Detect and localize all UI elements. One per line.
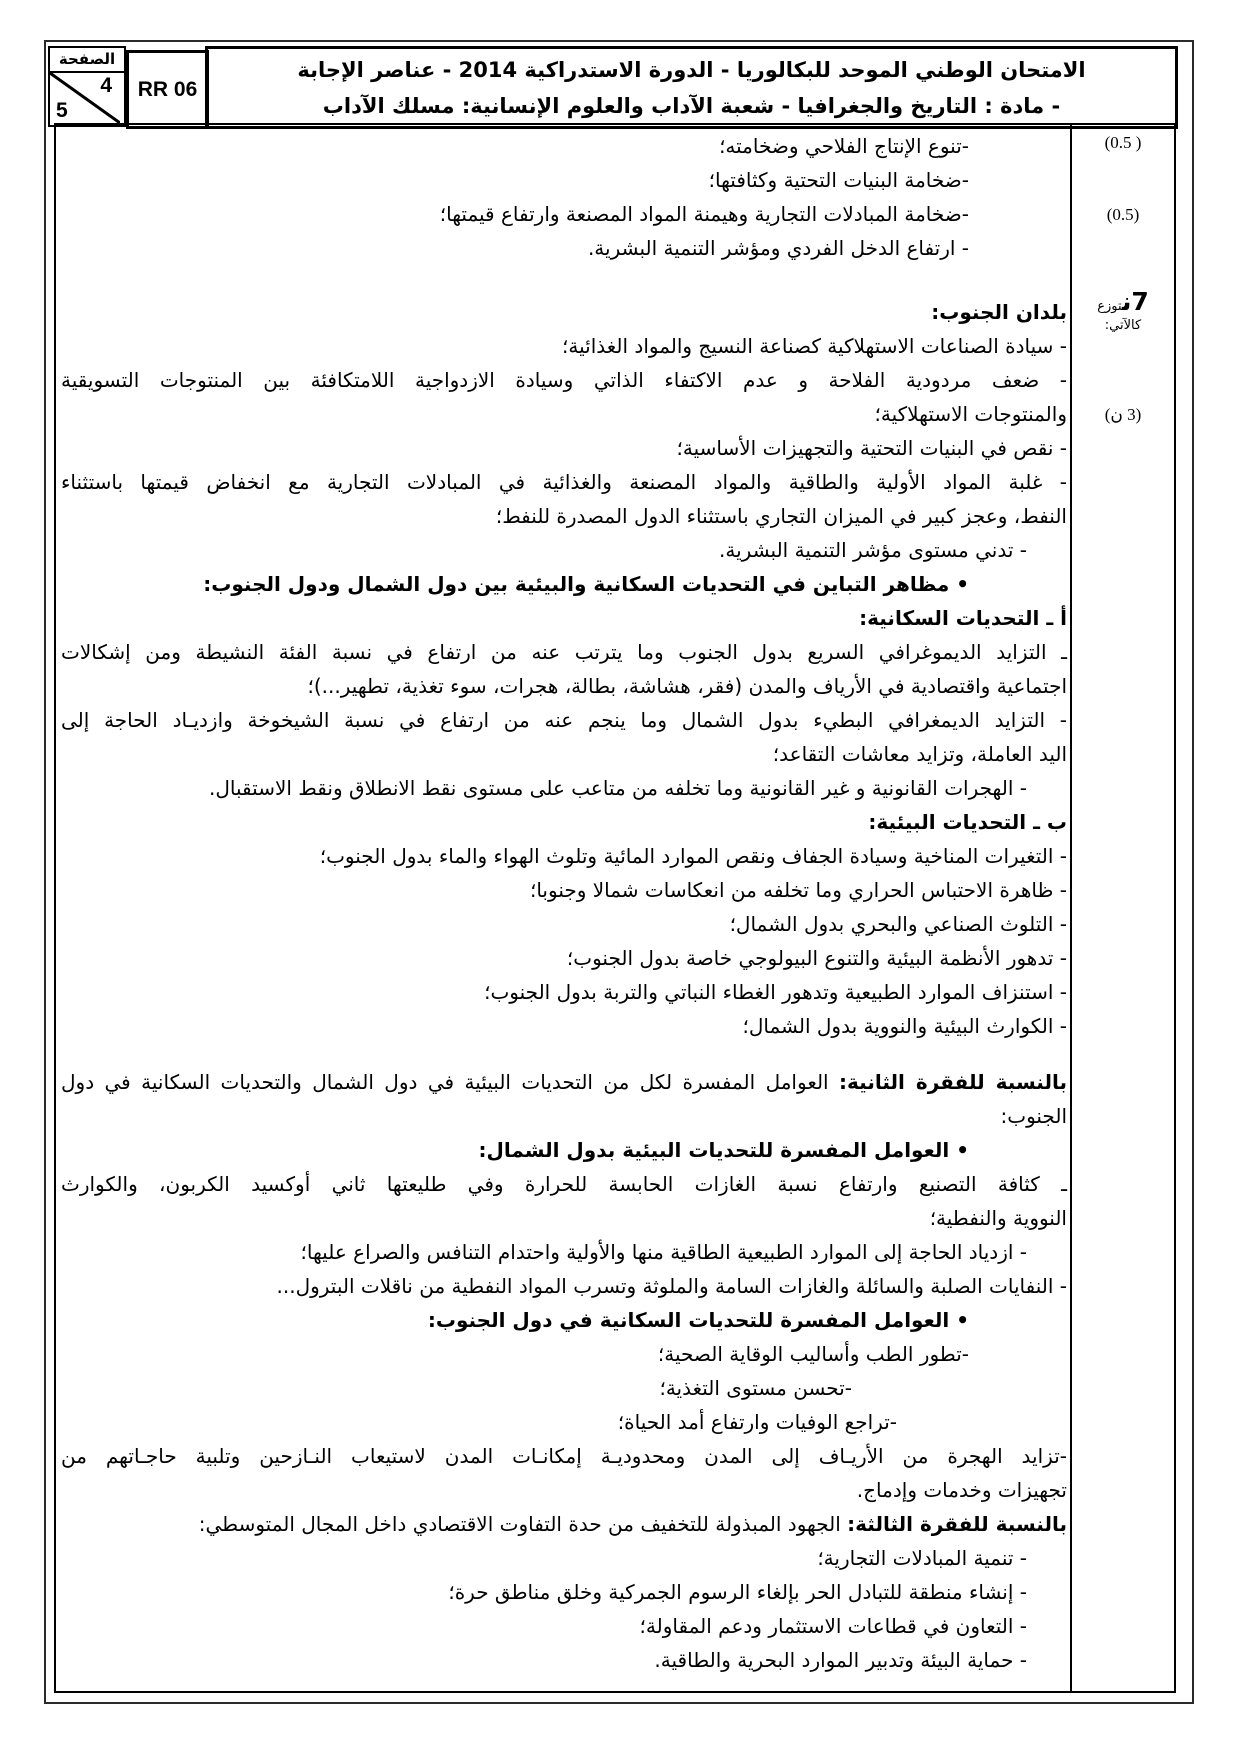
total-pages-number: 5 <box>56 99 68 122</box>
text-line: - التلوث الصناعي والبحري بدول الشمال؛ <box>729 912 1067 936</box>
exam-title-box <box>205 46 1178 129</box>
exam-title-line2: - مادة : التاريخ والجغرافيا - شعبة الآداب والعلوم الإنسانية: مسلك الآداب <box>322 93 1061 118</box>
text-line: - تدني مستوى مؤشر التنمية البشرية. <box>719 538 1027 562</box>
text-line: -تحسن مستوى التغذية؛ <box>659 1376 852 1400</box>
exam-code-box: RR 06 <box>126 50 209 129</box>
text-line: - الهجرات القانونية و غير القانونية وما تخلفه من متاعب على مستوى نقط الانطلاق ونقط الاستقبال. <box>209 776 1027 800</box>
blank-spacer <box>61 1043 1067 1065</box>
text-line: اليد العاملة، وتزايد معاشات التقاعد؛ <box>772 742 1067 766</box>
text-line: - استنزاف الموارد الطبيعية وتدهور الغطاء النباتي والتربة بدول الجنوب؛ <box>484 980 1067 1004</box>
text-line: - غلبة المواد الأولية والطاقية والمواد المصنعة والغذائية في المبادلات التجارية مع انخفاض قيمتها باستثناء <box>61 470 1067 494</box>
text-line: - نقص في البنيات التحتية والتجهيزات الأساسية؛ <box>676 436 1067 460</box>
heading-line: أ ـ التحديات السكانية: <box>859 606 1067 630</box>
text-line: - ازدياد الحاجة إلى الموارد الطبيعية الطاقية منها والأولية واحتدام التنافس والصراع عليها؛ <box>300 1240 1027 1264</box>
score-note: (0.5) <box>1106 205 1140 224</box>
answer-content-box <box>54 123 1176 1693</box>
text-line: - حماية البيئة وتدبير الموارد البحرية والطاقية. <box>654 1648 1027 1672</box>
bullet-icon: • <box>949 1138 969 1162</box>
heading-line: • مظاهر التباين في التحديات السكانية والبيئية بين دول الشمال ودول الجنوب: <box>203 572 969 596</box>
text-line: تجهيزات وخدمات وإدماج. <box>856 1478 1067 1502</box>
heading-line: • العوامل المفسرة للتحديات البيئية بدول الشمال: <box>478 1138 969 1162</box>
text-line: -تراجع الوفيات وارتفاع أمد الحياة؛ <box>617 1410 897 1434</box>
text-line: - الكوارث البيئية والنووية بدول الشمال؛ <box>742 1014 1067 1038</box>
page-label: الصفحة <box>50 48 124 73</box>
text-line: - ارتفاع الدخل الفردي ومؤشر التنمية البشرية. <box>587 236 969 260</box>
heading-line: بلدان الجنوب: <box>931 300 1067 324</box>
page-number-box <box>48 46 126 127</box>
text-line: بالنسبة للفقرة الثانية: العوامل المفسرة لكل من التحديات البيئية في دول الشمال والتحديات السكانية في دول <box>61 1070 1067 1094</box>
exam-title-line1: الامتحان الوطني الموحد للبكالوريا - الدورة الاستدراكية 2014 - عناصر الإجابة <box>297 57 1086 82</box>
paragraph-lead-label: بالنسبة للفقرة الثانية: <box>839 1070 1067 1094</box>
text-line: الجنوب: <box>1000 1104 1067 1128</box>
blank-spacer <box>61 265 1067 295</box>
score-note: (3 ن) <box>1104 405 1142 424</box>
text-line: - إنشاء منطقة للتبادل الحر بإلغاء الرسوم الجمركية وخلق مناطق حرة؛ <box>448 1580 1027 1604</box>
text-line: النفط، وعجز كبير في الميزان التجاري باستثناء الدول المصدرة للنفط؛ <box>495 504 1067 528</box>
text-line: -ضخامة البنيات التحتية وكثافتها؛ <box>708 168 969 192</box>
text-line: والمنتوجات الاستهلاكية؛ <box>874 402 1067 426</box>
text-line: - التعاون في قطاعات الاستثمار ودعم المقاولة؛ <box>639 1614 1027 1638</box>
paragraph-lead-label: بالنسبة للفقرة الثالثة: <box>847 1512 1067 1536</box>
text-line: بالنسبة للفقرة الثالثة: الجهود المبذولة للتخفيف من حدة التفاوت الاقتصادي داخل المجال المتوسطي: <box>198 1512 1067 1536</box>
answer-text-column <box>56 125 1072 1695</box>
text-line: - النفايات الصلبة والسائلة والغازات السامة والملوثة وتسرب المواد النفطية من ناقلات البترول... <box>276 1274 1067 1298</box>
bullet-icon: • <box>949 1308 969 1332</box>
score-note: (0.5 ) <box>1104 133 1142 152</box>
text-line: - التغيرات المناخية وسيادة الجفاف ونقص الموارد المائية وتلوث الهواء والماء بدول الجنوب؛ <box>319 844 1067 868</box>
text-line: النووية والنفطية؛ <box>929 1206 1067 1230</box>
text-line: - تنمية المبادلات التجارية؛ <box>817 1546 1027 1570</box>
points-caption: توزع <box>1097 299 1122 314</box>
text-line: اجتماعية واقتصادية في الأرياف والمدن (فقر، هشاشة، بطالة، هجرات، سوء تغذية، تطهير...)؛ <box>307 674 1067 698</box>
points-caption: كالآتي: <box>1104 318 1142 333</box>
text-line: - ظاهرة الاحتباس الحراري وما تخلفه من انعكاسات شمالا وجنوبا؛ <box>529 878 1067 902</box>
text-line: -ضخامة المبادلات التجارية وهيمنة المواد المصنعة وارتفاع قيمتها؛ <box>439 202 969 226</box>
bullet-icon: • <box>949 572 969 596</box>
text-line: - سيادة الصناعات الاستهلاكية كصناعة النسيج والمواد الغذائية؛ <box>562 334 1067 358</box>
score-margin-column <box>1070 125 1174 1691</box>
page-numbers <box>50 73 124 123</box>
points-total-note <box>1072 287 1174 334</box>
text-line: ـ التزايد الديموغرافي السريع بدول الجنوب وما يترتب عنه من ارتفاع في نسبة الفئة النشيطة ومن إشكالات <box>61 640 1067 664</box>
current-page-number: 4 <box>100 74 112 97</box>
heading-line: • العوامل المفسرة للتحديات السكانية في دول الجنوب: <box>427 1308 969 1332</box>
heading-line: ب ـ التحديات البيئية: <box>868 810 1067 834</box>
text-line: -تنوع الإنتاج الفلاحي وضخامته؛ <box>719 134 969 158</box>
text-line: - التزايد الديمغرافي البطيء بدول الشمال وما ينجم عنه من ارتفاع في نسبة الشيخوخة وازديـاد الحاجة إلى <box>61 708 1067 732</box>
text-line: -تطور الطب وأساليب الوقاية الصحية؛ <box>657 1342 969 1366</box>
text-line: -تزايد الهجرة من الأريـاف إلى المدن ومحدوديـة إمكانـات المدن لاستيعاب النـازحين وتلبية حاجـاتهم من <box>61 1444 1067 1468</box>
text-line: - ضعف مردودية الفلاحة و عدم الاكتفاء الذاتي وسيادة الازدواجية اللامتكافئة بين المنتوجات التسويقية <box>61 368 1067 392</box>
points-value: 7ن <box>1121 287 1149 316</box>
text-line: - تدهور الأنظمة البيئية والتنوع البيولوجي خاصة بدول الجنوب؛ <box>566 946 1067 970</box>
text-line: ـ كثافة التصنيع وارتفاع نسبة الغازات الحابسة للحرارة وفي طليعتها ثاني أوكسيد الكربون، والكوارث <box>61 1172 1067 1196</box>
